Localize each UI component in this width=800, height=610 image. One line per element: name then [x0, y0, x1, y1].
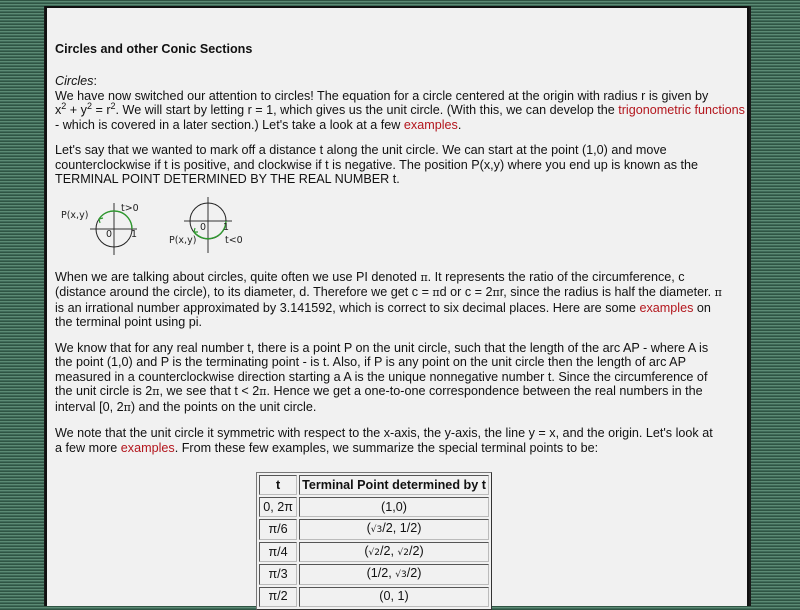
correspondence-text: ) and the points on the unit circle.	[130, 399, 317, 414]
sqrt-2: √2	[368, 547, 380, 558]
point-part: /2)	[408, 543, 424, 558]
cell-point	[299, 564, 489, 585]
table-row	[259, 519, 489, 540]
arc-clockwise	[194, 221, 226, 239]
page-title: Circles and other Conic Sections	[55, 42, 253, 56]
pi-symbol: π	[420, 270, 428, 284]
origin-label: 0	[106, 228, 113, 240]
pi-symbol: π	[259, 385, 267, 398]
correspondence-text: . Hence we get a one-to-one correspondence between the real numbers in the interval [0, 2	[55, 384, 703, 414]
equation-r: = r	[91, 103, 111, 117]
t-label: t>0	[121, 202, 139, 214]
pi-symbol: π	[123, 400, 131, 414]
intro-text: . We will start by letting r = 1, which gives us the unit circle. (With this, we can develop the	[115, 103, 619, 117]
paragraph-intro	[55, 89, 745, 133]
point-part: (	[364, 543, 369, 558]
pi-text: When we are talking about circles, quite often we use PI denoted	[55, 269, 421, 284]
content-panel	[45, 6, 749, 606]
pi-text: . It represents the ratio of the circumference, c (distance around the circle), to its diameter, d. Therefore we get c =	[55, 269, 685, 299]
examples-link[interactable]: examples	[639, 300, 694, 315]
equation-y: + y	[66, 103, 87, 117]
column-header-t: t	[259, 475, 297, 495]
examples-link[interactable]: examples	[403, 117, 458, 132]
cell-t: π/2	[259, 587, 297, 607]
pi-text: r, since the radius is half the diameter.	[499, 285, 715, 299]
pi-symbol: π	[152, 385, 160, 398]
terminal-points-table-wrap	[55, 472, 745, 610]
cell-t: π/6	[259, 519, 297, 540]
trigonometric-functions-link[interactable]: trigonometric functions	[618, 103, 745, 117]
section-heading-colon: :	[93, 74, 97, 88]
pi-symbol: π	[492, 286, 500, 299]
intro-text: .	[457, 117, 462, 132]
pi-symbol: π	[714, 286, 722, 299]
point-part: (1/2,	[366, 566, 396, 580]
unit-circle-figure	[55, 197, 275, 259]
table-header-row	[259, 475, 489, 495]
point-part: /2,	[379, 543, 398, 558]
correspondence-text: We know that for any real number t, there is a point P on the unit circle, such that the length of the arc AP - where A is the point (1,0) and P is the terminating point - is t. Also, if P is any point on the unit circle then the length of arc AP measured in a counterclockwise direction starting a A is the unique nonnegative number t. Since the circumference of the unit circle is 2	[55, 340, 709, 398]
cell-t: π/3	[259, 564, 297, 585]
correspondence-text: , we see that t < 2	[159, 384, 260, 398]
arrowhead-icon	[194, 228, 198, 232]
symmetry-text: We note that the unit circle it symmetric with respect to the x-axis, the y-axis, the line y = x, and the origin. Let's look at a few more	[55, 426, 713, 455]
pi-symbol: π	[432, 286, 440, 299]
paragraph-symmetry	[55, 426, 715, 455]
point-label: P(x,y)	[169, 234, 197, 246]
superscript-2: 2	[61, 101, 67, 111]
paragraph-pi	[55, 270, 725, 330]
diagram-positive-t	[61, 203, 139, 255]
section-heading: Circles	[55, 74, 94, 88]
section-heading-line	[55, 74, 745, 89]
t-label: t<0	[225, 234, 243, 246]
cell-t: π/4	[259, 542, 297, 563]
point-part: (	[366, 521, 371, 535]
diagram-negative-t	[169, 197, 243, 253]
point-part: /2)	[406, 566, 422, 580]
one-label: 1	[131, 228, 138, 240]
origin-label: 0	[200, 221, 207, 233]
cell-point: (1,0)	[299, 497, 489, 517]
cell-point	[299, 519, 489, 540]
point-label: P(x,y)	[61, 209, 89, 221]
article	[55, 38, 745, 610]
terminal-points-table	[256, 472, 492, 610]
equation-x: x	[55, 103, 62, 117]
table-row	[259, 564, 489, 585]
one-label: 1	[223, 221, 230, 233]
superscript-2: 2	[110, 101, 116, 111]
table-row	[259, 587, 489, 607]
paragraph-correspondence	[55, 341, 720, 416]
intro-text: - which is covered in a later section.) Let's take a look at a few	[55, 117, 404, 132]
cell-point: (0, 1)	[299, 587, 489, 607]
cell-t: 0, 2π	[259, 497, 297, 517]
table-row	[259, 497, 489, 517]
pi-text: on the terminal point using pi.	[55, 300, 711, 329]
sqrt-2: √2	[397, 547, 409, 558]
cell-point	[299, 542, 489, 563]
sqrt-3: √3	[395, 570, 407, 580]
unit-circle-diagrams	[55, 197, 275, 259]
sqrt-3: √3	[370, 525, 383, 535]
pi-text: is an irrational number approximated by 3.141592, which is correct to six decimal places. Here are some	[55, 300, 640, 315]
superscript-2: 2	[86, 101, 92, 111]
table-row	[259, 542, 489, 563]
pi-text: d or c = 2	[439, 285, 493, 299]
point-part: /2, 1/2)	[382, 521, 422, 535]
column-header-terminal-point: Terminal Point determined by t	[299, 475, 489, 495]
paragraph-terminal-point: Let's say that we wanted to mark off a distance t along the unit circle. We can start at the point (1,0) and move counterclockwise if t is positive, and clockwise if t is negative. The position P(x,y) where you end up is known as the TERMINAL POINT DETERMINED BY THE REAL NUMBER t.	[55, 143, 699, 186]
symmetry-text: . From these few examples, we summarize the special terminal points to be:	[174, 440, 599, 455]
intro-text: We have now switched our attention to circles! The equation for a circle centered at the origin with radius r is given by	[55, 88, 709, 103]
examples-link[interactable]: examples	[120, 440, 175, 455]
arrowhead-icon	[99, 218, 103, 223]
